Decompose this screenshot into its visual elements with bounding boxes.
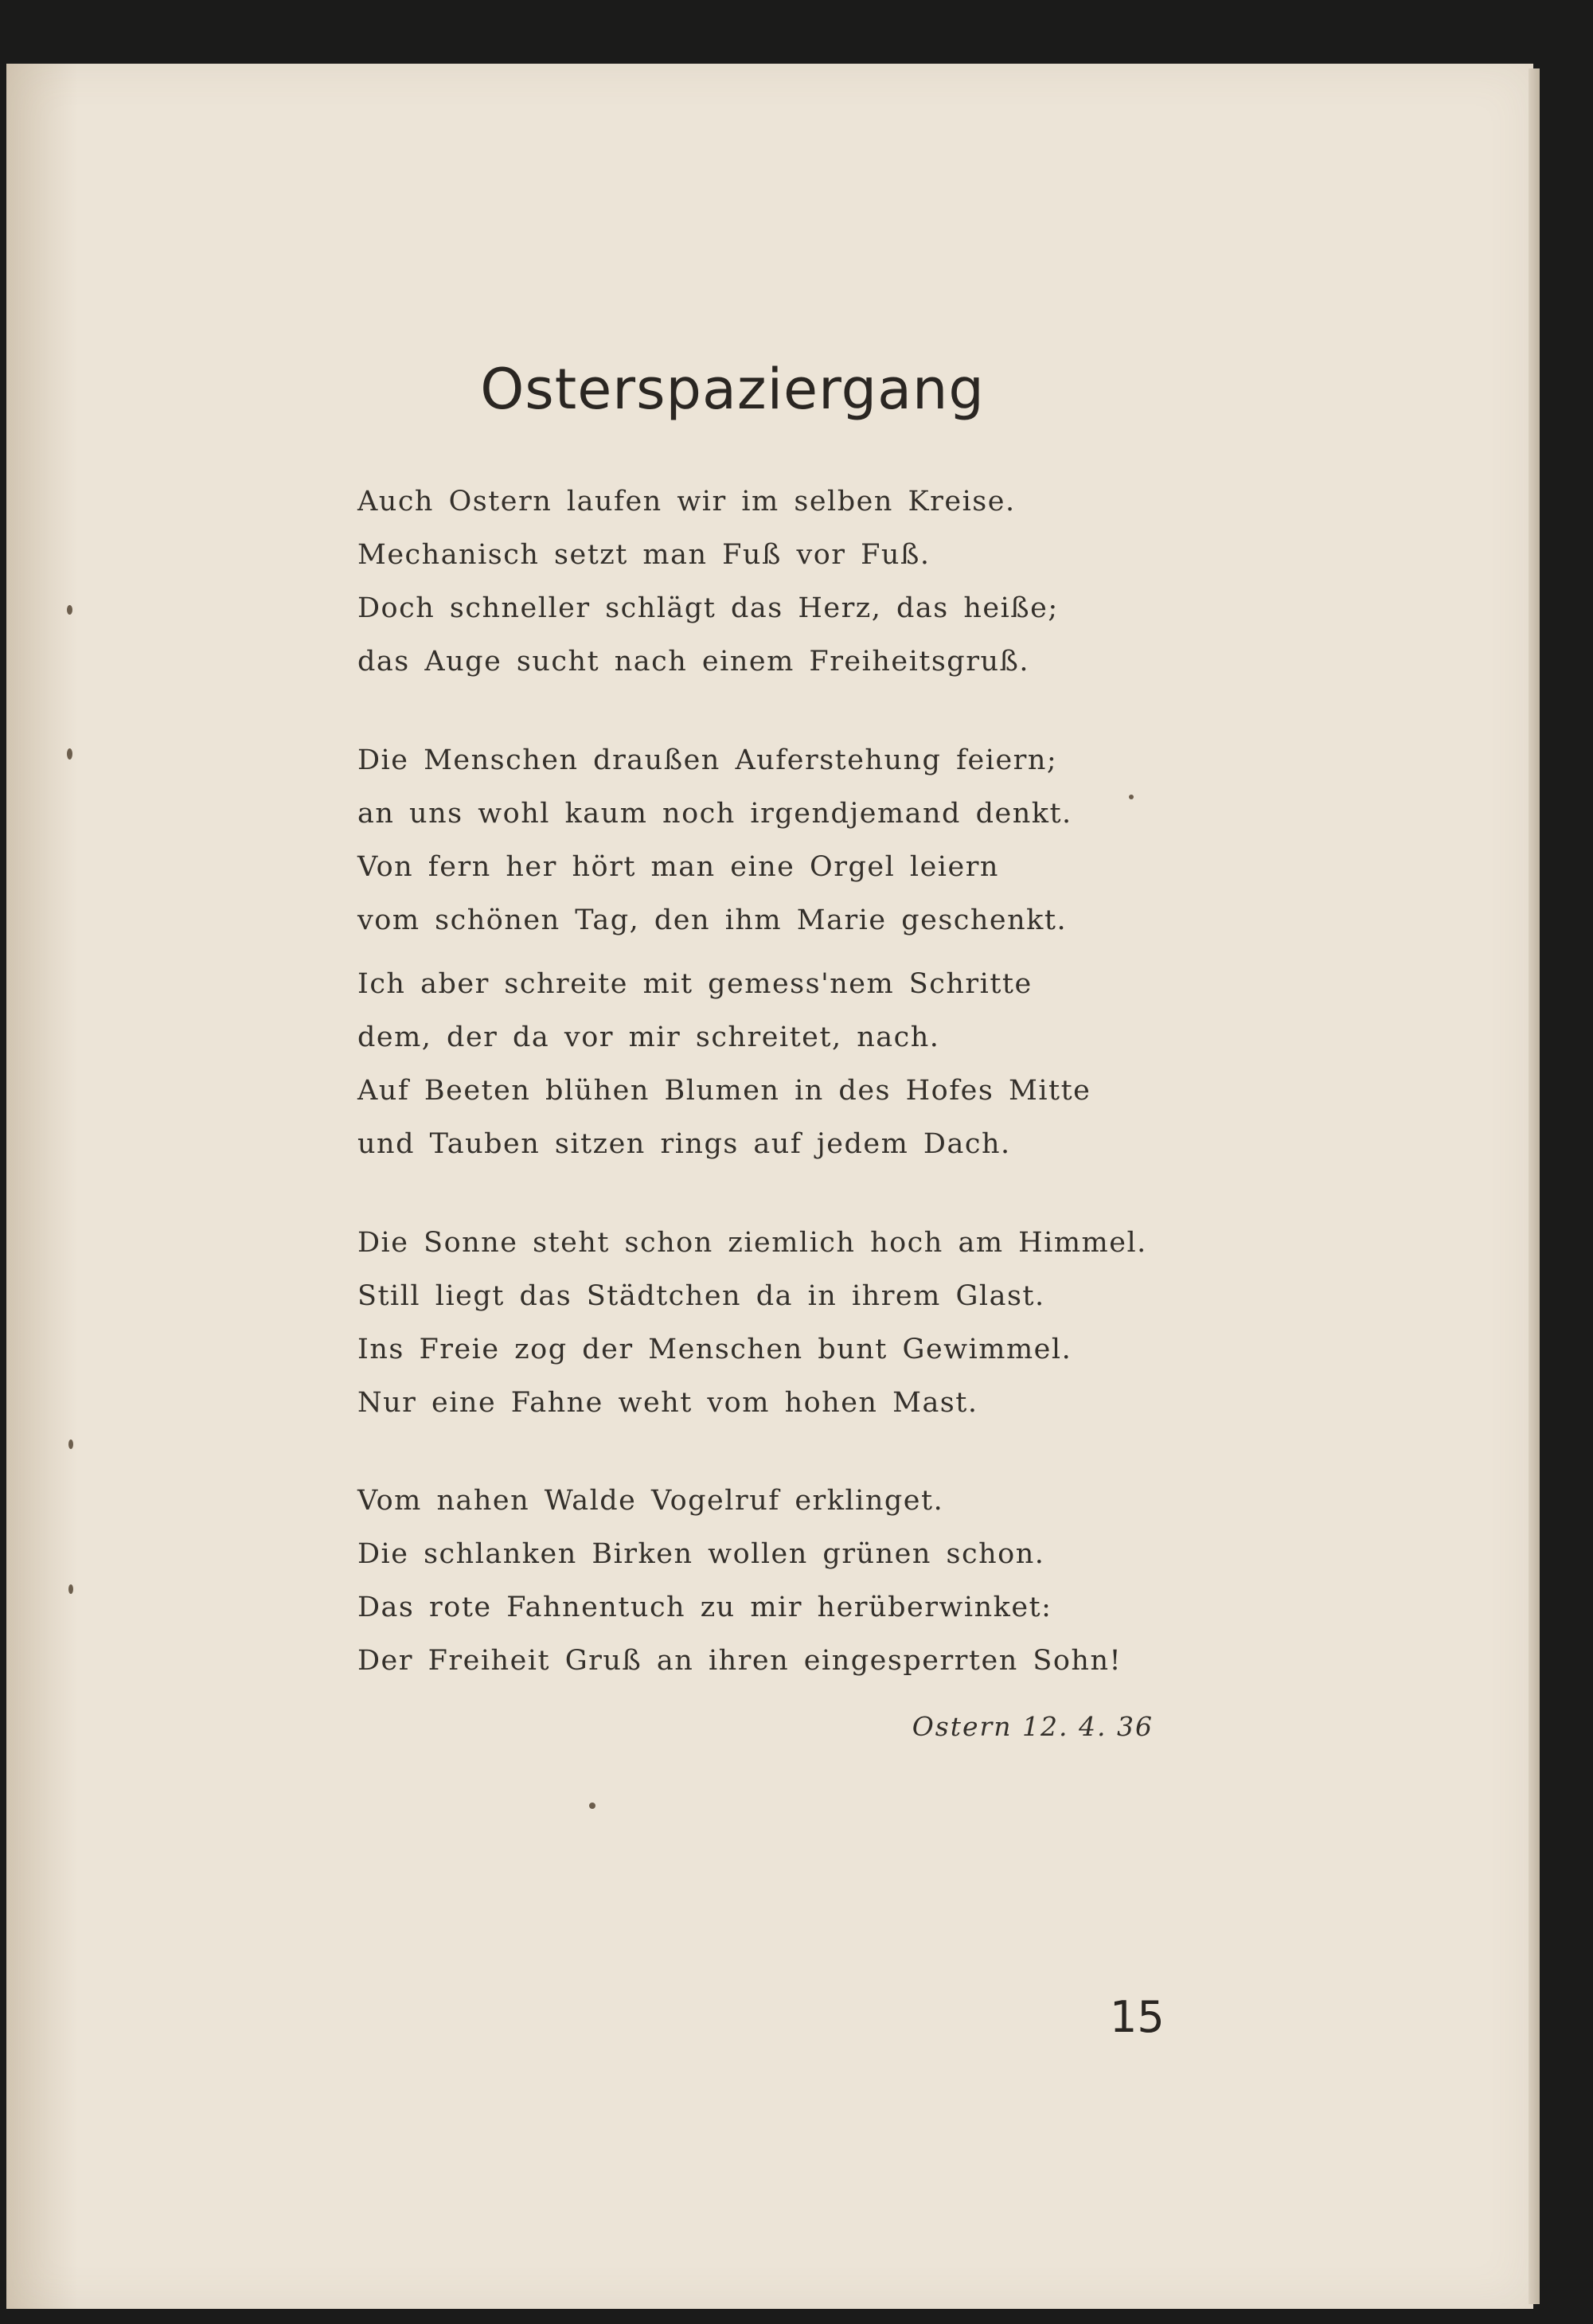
poem-line: Vom nahen Walde Vogelruf erklinget. xyxy=(357,1485,944,1517)
page-number: 15 xyxy=(1110,1992,1165,2042)
poem-line: das Auge sucht nach einem Freiheitsgruß. xyxy=(357,646,1029,678)
poem-title: Osterspaziergang xyxy=(480,357,985,422)
poem-line: Doch schneller schlägt das Herz, das heiße; xyxy=(357,592,1059,624)
poem-line: Der Freiheit Gruß an ihren eingesperrten Sohn! xyxy=(357,1645,1123,1677)
poem-line: an uns wohl kaum noch irgendjemand denkt. xyxy=(357,798,1072,830)
binding-thread-mark xyxy=(68,1439,73,1449)
poem-line: Nur eine Fahne weht vom hohen Mast. xyxy=(357,1387,978,1419)
date-note: Ostern 12. 4. 36 xyxy=(912,1711,1154,1742)
poem-line: vom schönen Tag, den ihm Marie geschenkt. xyxy=(357,904,1068,936)
poem-line: Von fern her hört man eine Orgel leiern xyxy=(357,851,999,883)
poem-line: Auch Ostern laufen wir im selben Kreise. xyxy=(357,486,1016,518)
poem-line: Ins Freie zog der Menschen bunt Gewimmel. xyxy=(357,1334,1072,1365)
poem-line: Still liegt das Städtchen da in ihrem Glast. xyxy=(357,1280,1045,1312)
poem-line: Die Menschen draußen Auferstehung feiern; xyxy=(357,744,1058,776)
poem-line: Das rote Fahnentuch zu mir herüberwinket: xyxy=(357,1592,1052,1623)
poem-line: dem, der da vor mir schreitet, nach. xyxy=(357,1021,940,1053)
poem-line: Mechanisch setzt man Fuß vor Fuß. xyxy=(357,539,931,571)
binding-thread-mark xyxy=(68,1584,73,1594)
poem-line: Die schlanken Birken wollen grünen schon. xyxy=(357,1538,1045,1570)
poem-line: und Tauben sitzen rings auf jedem Dach. xyxy=(357,1128,1011,1160)
page-edge xyxy=(1529,68,1540,2304)
binding-thread-mark xyxy=(67,748,72,760)
paper-speck xyxy=(1129,795,1134,799)
poem-line: Ich aber schreite mit gemess'nem Schritte xyxy=(357,968,1033,1000)
poem-line: Auf Beeten blühen Blumen in des Hofes Mitte xyxy=(357,1075,1091,1107)
poem-line: Die Sonne steht schon ziemlich hoch am Himmel. xyxy=(357,1227,1147,1259)
paper-speck xyxy=(589,1803,595,1809)
binding-thread-mark xyxy=(67,605,72,615)
